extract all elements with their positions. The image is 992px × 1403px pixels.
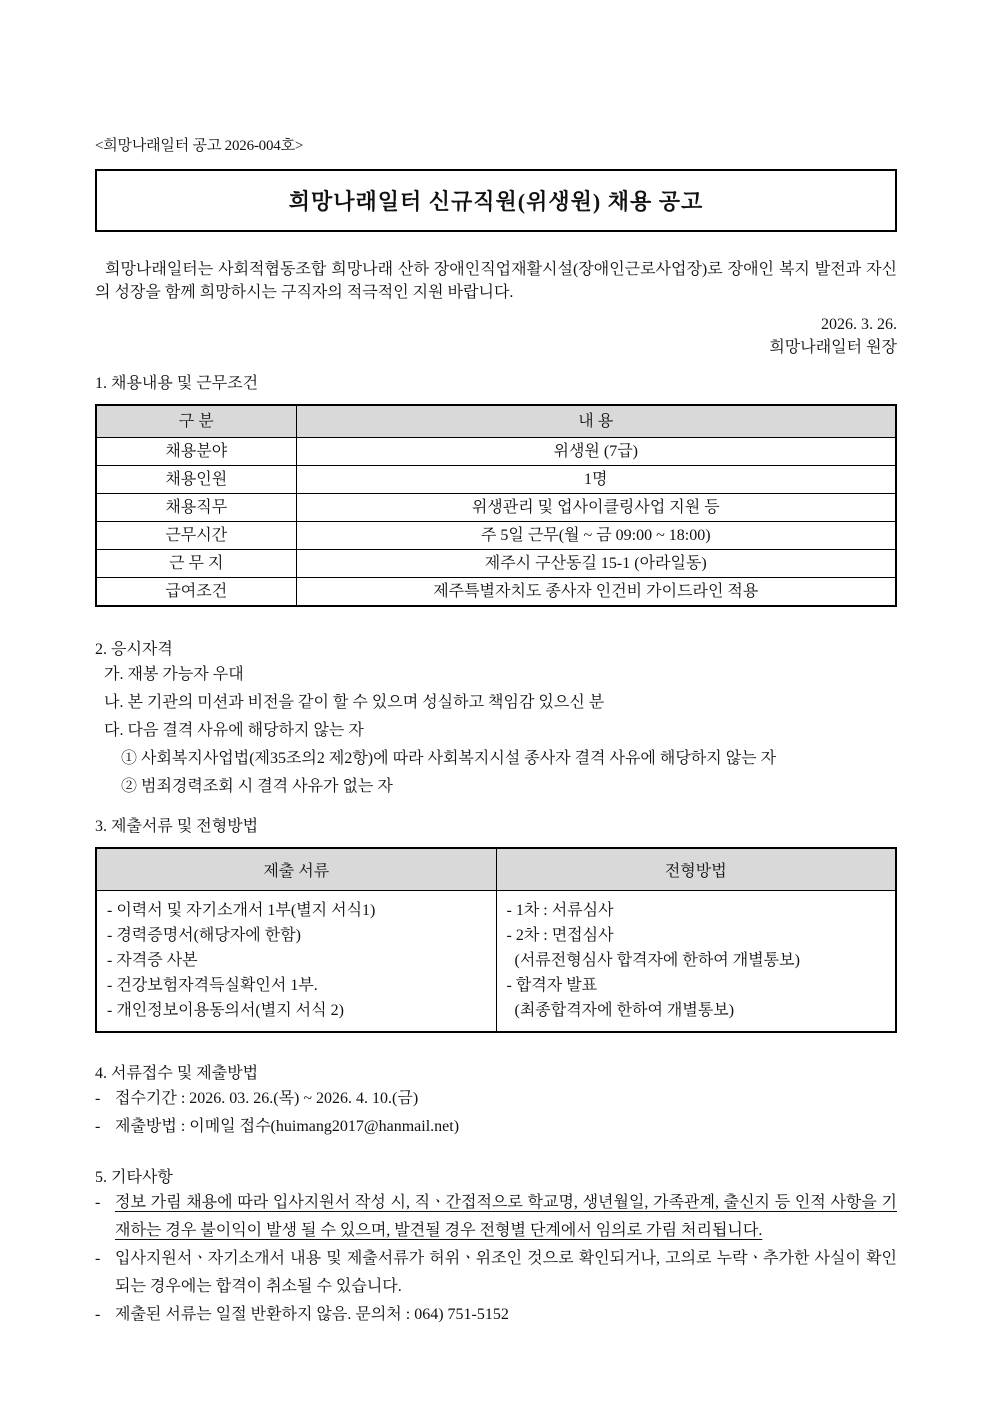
qualification-subitem: ① 사회복지사업법(제35조의2 제2항)에 따라 사회복지시설 종사자 결격 사유에 해당하지 않는 자 xyxy=(121,750,777,767)
table-row xyxy=(96,466,896,494)
section4-heading: 4. 서류접수 및 제출방법 xyxy=(95,1065,259,1082)
etc-bullet-text: 입사지원서ㆍ자기소개서 내용 및 제출서류가 허위ㆍ위조인 것으로 확인되거나, 고의로 누락ㆍ추가한 사실이 확인되는 경우에는 합격이 취소될 수 있습니다. xyxy=(115,1250,897,1295)
documents-cell xyxy=(96,891,496,1033)
qualification-item: 다. 다음 결격 사유에 해당하지 않는 자 xyxy=(104,722,364,739)
column-header-process: 전형방법 xyxy=(496,848,896,891)
row-value: 위생관리 및 업사이클링사업 지원 등 xyxy=(296,494,896,522)
submission-bullet xyxy=(95,1085,897,1113)
row-value: 주 5일 근무(월 ~ 금 09:00 ~ 18:00) xyxy=(296,522,896,550)
document-line: - 개인정보이용동의서(별지 서식 2) xyxy=(107,1002,344,1019)
process-line: (서류전형심사 합격자에 한하여 개별통보) xyxy=(506,952,800,969)
etc-bullet-text: 정보 가림 채용에 따라 입사지원서 작성 시, 직ㆍ간접적으로 학교명, 생년월일, 가족관계, 출신지 등 인적 사항을 기재하는 경우 불이익이 발생 될 수 있으며, 발견될 경우 전형별 단계에서 임의로 가림 처리됩니다. xyxy=(115,1194,897,1239)
table-header-row xyxy=(96,405,896,438)
bullet-dash: - xyxy=(95,1090,101,1107)
row-label: 채용분야 xyxy=(96,438,296,466)
row-value: 제주특별자치도 종사자 인건비 가이드라인 적용 xyxy=(296,578,896,607)
document-title: 희망나래일터 신규직원(위생원) 채용 공고 xyxy=(288,189,704,214)
process-line: - 2차 : 면접심사 xyxy=(506,927,614,944)
document-line: - 경력증명서(해당자에 한함) xyxy=(107,927,302,944)
bullet-dash: - xyxy=(95,1118,101,1135)
section2-heading: 2. 응시자격 xyxy=(95,641,173,658)
bullet-dash: - xyxy=(95,1306,101,1323)
submission-period: 접수기간 : 2026. 03. 26.(목) ~ 2026. 4. 10.(금) xyxy=(115,1090,419,1107)
document-line: - 자격증 사본 xyxy=(107,952,198,969)
row-value: 제주시 구산동길 15-1 (아라일동) xyxy=(296,550,896,578)
section5-heading: 5. 기타사항 xyxy=(95,1169,173,1186)
notice-number: <희망나래일터 공고 2026-004호> xyxy=(95,138,304,154)
row-label: 급여조건 xyxy=(96,578,296,607)
column-header-category: 구 분 xyxy=(96,405,296,438)
table-row xyxy=(96,578,896,607)
signature-line: 희망나래일터 원장 xyxy=(769,339,897,356)
title-box xyxy=(95,169,897,232)
process-cell xyxy=(496,891,896,1033)
process-line: - 1차 : 서류심사 xyxy=(506,902,614,919)
table-row xyxy=(96,494,896,522)
document-line: - 건강보험자격득실확인서 1부. xyxy=(107,977,318,994)
row-label: 채용직무 xyxy=(96,494,296,522)
bullet-dash: - xyxy=(95,1194,101,1211)
column-header-documents: 제출 서류 xyxy=(96,848,496,891)
qualification-subitem: ② 범죄경력조회 시 결격 사유가 없는 자 xyxy=(121,778,393,795)
submission-bullet xyxy=(95,1113,897,1141)
table-row xyxy=(96,522,896,550)
intro-paragraph: 희망나래일터는 사회적협동조합 희망나래 산하 장애인직업재활시설(장애인근로사업장)로 장애인 복지 발전과 자신의 성장을 함께 희망하시는 구직자의 적극적인 지원 바랍니다. xyxy=(95,261,897,301)
document-line: - 이력서 및 자기소개서 1부(별지 서식1) xyxy=(107,902,376,919)
table-row xyxy=(96,550,896,578)
row-value: 1명 xyxy=(296,466,896,494)
column-header-content: 내 용 xyxy=(296,405,896,438)
documents-process-table xyxy=(95,847,897,1033)
row-label: 근 무 지 xyxy=(96,550,296,578)
etc-bullet-falsification xyxy=(95,1245,897,1301)
etc-bullet-text: 제출된 서류는 일절 반환하지 않음. 문의처 : 064) 751-5152 xyxy=(115,1306,509,1323)
row-label: 채용인원 xyxy=(96,466,296,494)
qualification-item: 가. 재봉 가능자 우대 xyxy=(104,666,244,683)
row-value: 위생원 (7급) xyxy=(296,438,896,466)
document-date: 2026. 3. 26. xyxy=(821,316,897,333)
process-line: - 합격자 발표 xyxy=(506,977,598,994)
etc-bullet-no-return-contact xyxy=(95,1301,897,1329)
row-label: 근무시간 xyxy=(96,522,296,550)
submission-method: 제출방법 : 이메일 접수(huimang2017@hanmail.net) xyxy=(115,1118,460,1135)
section1-heading: 1. 채용내용 및 근무조건 xyxy=(95,375,259,392)
qualification-item: 나. 본 기관의 미션과 비전을 같이 할 수 있으며 성실하고 책임감 있으신 분 xyxy=(104,694,605,711)
table-row xyxy=(96,438,896,466)
table-header-row xyxy=(96,848,896,891)
recruitment-conditions-table xyxy=(95,404,897,607)
bullet-dash: - xyxy=(95,1250,101,1267)
process-line: (최종합격자에 한하여 개별통보) xyxy=(506,1002,735,1019)
etc-bullet-blind-hiring xyxy=(95,1189,897,1245)
section3-heading: 3. 제출서류 및 전형방법 xyxy=(95,818,259,835)
table-body-row xyxy=(96,891,896,1033)
